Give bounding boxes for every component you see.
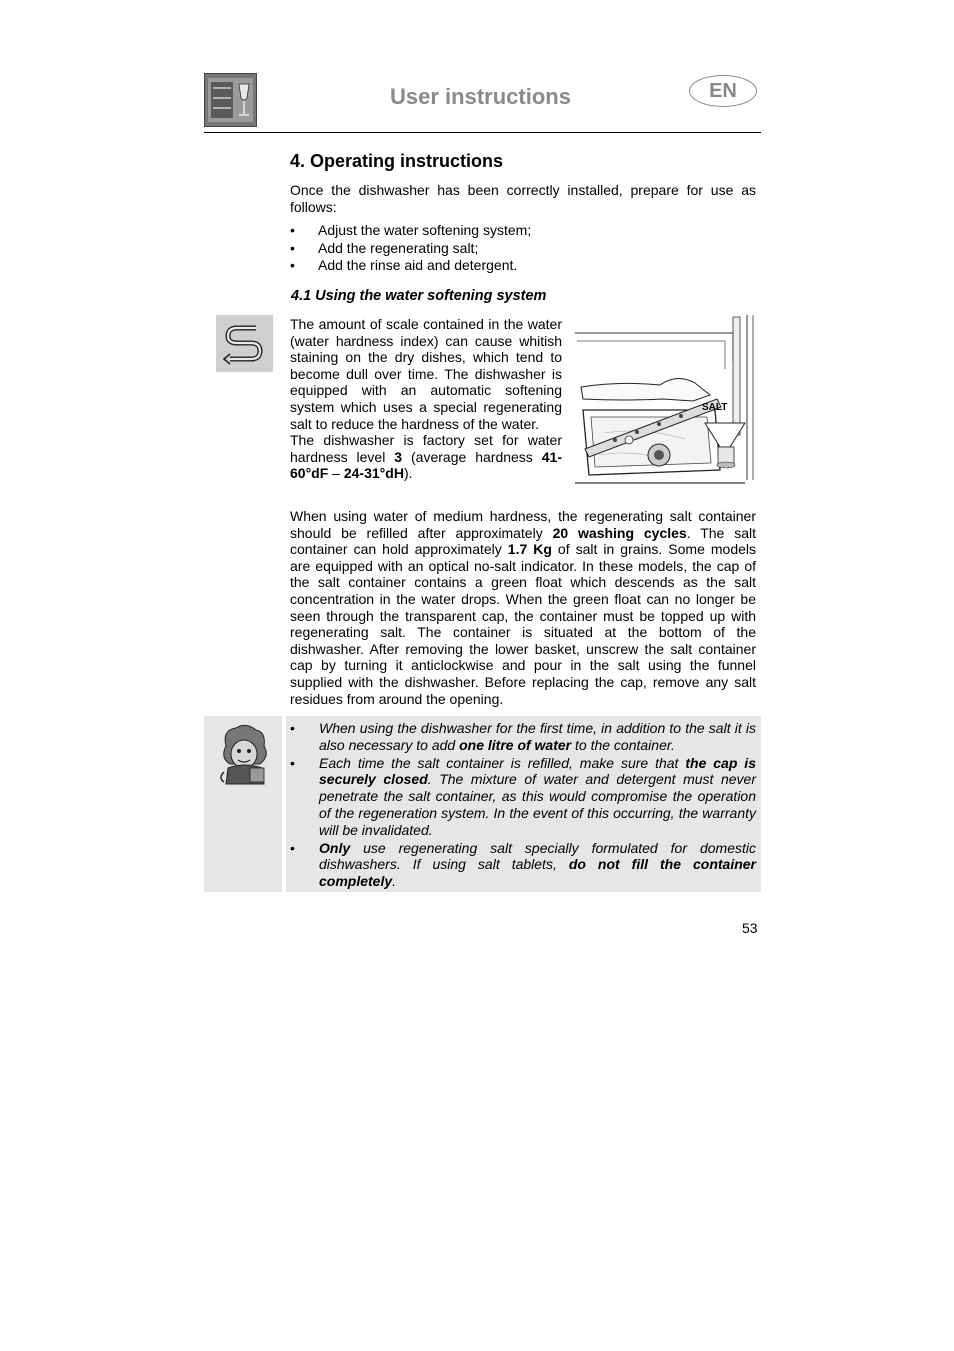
page-number: 53 (742, 920, 758, 936)
header-divider (204, 132, 761, 133)
subsection-title: 4.1 Using the water softening system (291, 288, 547, 304)
language-badge: EN (689, 75, 757, 107)
note-sidebar (204, 716, 282, 892)
softening-intro: The amount of scale contained in the water (water hardness index) can cause whitish staining on the dry dishes, which tend to become dull over time. The dishwasher is equipped with an automatic softening system which uses a special regenerating salt to reduce the hardness of the water. (290, 316, 562, 432)
dishwasher-logo-icon (204, 73, 257, 127)
salt-capacity: 1.7 Kg (507, 541, 552, 558)
list-item: • Add the regenerating salt; (290, 240, 756, 258)
salt-label: SALT (702, 402, 728, 413)
preparation-list (290, 222, 756, 275)
salt-refill-paragraph: When using water of medium hardness, the regenerating salt container should be refilled after approximately 20 washing cycles. The salt container can hold approximately 1.7 Kg of salt in grains. Some models are equipped with an optical no-salt indicator. In these models, the cap of the salt container contains a green float which descends as the salt concentration in the water drops. When the green float can no longer be seen through the transparent cap, the container must be topped up with regenerating salt. The container is situated at the bottom of the dishwasher. After removing the lower basket, unscrew the salt container cap by turning it anticlockwise and pour in the salt using the funnel supplied with the dishwasher. Before replacing the cap, remove any salt residues from around the opening. (290, 508, 757, 707)
water-softener-icon (216, 315, 273, 372)
list-item: • Adjust the water softening system; (290, 222, 756, 240)
washing-cycles: 20 washing cycles (552, 524, 687, 541)
intro-paragraph: Once the dishwasher has been correctly installed, prepare for use as follows: (290, 182, 756, 215)
section-title: 4. Operating instructions (290, 151, 504, 171)
hardness-dh: 24-31°dH (343, 465, 404, 482)
list-item: • Only use regenerating salt specially formulated for domestic dishwashers. If using salt tablets, do not fill the container completely. (290, 840, 756, 890)
mascot-icon (204, 716, 282, 796)
list-item: • Add the rinse aid and detergent. (290, 257, 756, 275)
salt-container-illustration (575, 315, 757, 485)
notes-list (290, 720, 756, 891)
list-item: • When using the dishwasher for the first time, in addition to the salt it is also necessary to add one litre of water to the container. (290, 720, 756, 754)
list-item: • Each time the salt container is refilled, make sure that the cap is securely closed. The mixture of water and detergent must never penetrate the salt container, as this would compromise the operation of the regeneration system. In the event of this occurring, the warranty will be invalidated. (290, 755, 756, 839)
page-header-title: User instructions (390, 84, 571, 109)
hardness-df: 41-60°dF (290, 448, 562, 482)
softening-text: The amount of scale contained in the water (water hardness index) can cause whitish staining on the dry dishes, which tend to become dull over time. The dishwasher is equipped with an automatic softening system which uses a special regenerating salt to reduce the hardness of the water. The dishwasher is factory set for water hardness level 3 (average hardness 41-60°dF – 24-31°dH). (290, 316, 562, 482)
hardness-level: 3 (394, 448, 403, 465)
